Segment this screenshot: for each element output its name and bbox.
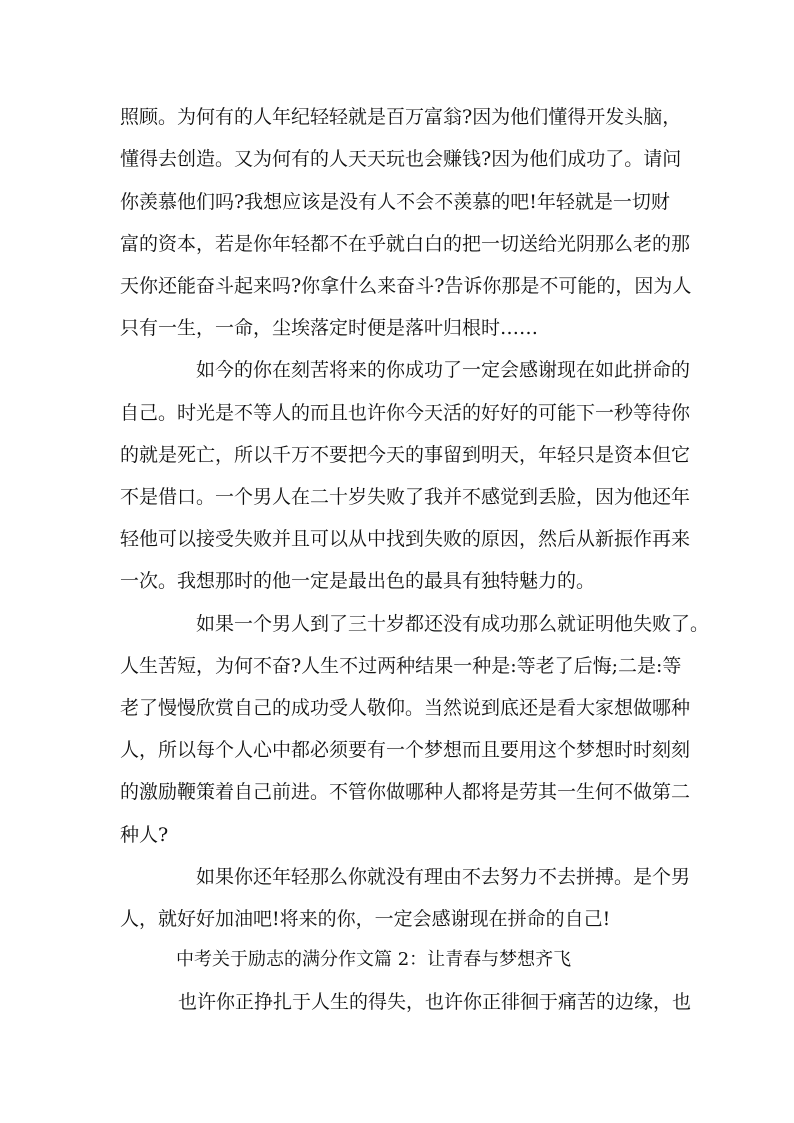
paragraph-line: 不是借口。一个男人在二十岁失败了我并不感觉到丢脸，因为他还年 — [120, 486, 691, 508]
paragraph-line: 一次。我想那时的他一定是最出色的最具有独特魅力的。 — [120, 570, 596, 592]
paragraph-line: 如今的你在刻苦将来的你成功了一定会感谢现在如此拼命的 — [196, 359, 691, 381]
paragraph-line: 轻他可以接受失败并且可以从中找到失败的原因，然后从新振作再来 — [120, 528, 691, 550]
paragraph-line: 人，就好好加油吧!将来的你，一定会感谢现在拼命的自己! — [120, 908, 611, 930]
paragraph-line: 的激励鞭策着自己前进。不管你做哪种人都将是劳其一生何不做第二 — [120, 781, 691, 803]
paragraph-line: 天你还能奋斗起来吗?你拿什么来奋斗?告诉你那是不可能的，因为人 — [120, 275, 692, 297]
paragraph-line: 照顾。为何有的人年纪轻轻就是百万富翁?因为他们懂得开发头脑， — [120, 106, 682, 128]
paragraph-line: 自己。时光是不等人的而且也许你今天活的好好的可能下一秒等待你 — [120, 402, 691, 424]
paragraph-line: 你羡慕他们吗?我想应该是没有人不会不羡慕的吧!年轻就是一切财 — [120, 191, 670, 213]
paragraph-line: 人，所以每个人心中都必须要有一个梦想而且要用这个梦想时时刻刻 — [120, 739, 691, 761]
section-heading: 中考关于励志的满分作文篇 2：让青春与梦想齐飞 — [176, 949, 572, 970]
paragraph-line: 种人? — [120, 824, 169, 846]
paragraph-line: 富的资本，若是你年轻都不在乎就白白的把一切送给光阴那么老的那 — [120, 233, 691, 255]
paragraph-line: 的就是死亡，所以千万不要把今天的事留到明天，年轻只是资本但它 — [120, 444, 691, 466]
paragraph-line: 懂得去创造。又为何有的人天天玩也会赚钱?因为他们成功了。请问 — [120, 148, 682, 170]
paragraph-line: 老了慢慢欣赏自己的成功受人敬仰。当然说到底还是看大家想做哪种 — [120, 697, 691, 719]
paragraph-line: 如果你还年轻那么你就没有理由不去努力不去拼搏。是个男 — [196, 866, 691, 888]
paragraph-line: 只有一生，一命，尘埃落定时便是落叶归根时…… — [120, 317, 539, 339]
paragraph-line: 如果一个男人到了三十岁都还没有成功那么就证明他失败了。 — [196, 613, 710, 635]
paragraph-line: 也许你正挣扎于人生的得失，也许你正徘徊于痛苦的边缘，也 — [178, 991, 692, 1013]
paragraph-line: 人生苦短，为何不奋?人生不过两种结果一种是:等老了后悔;二是:等 — [120, 655, 682, 677]
